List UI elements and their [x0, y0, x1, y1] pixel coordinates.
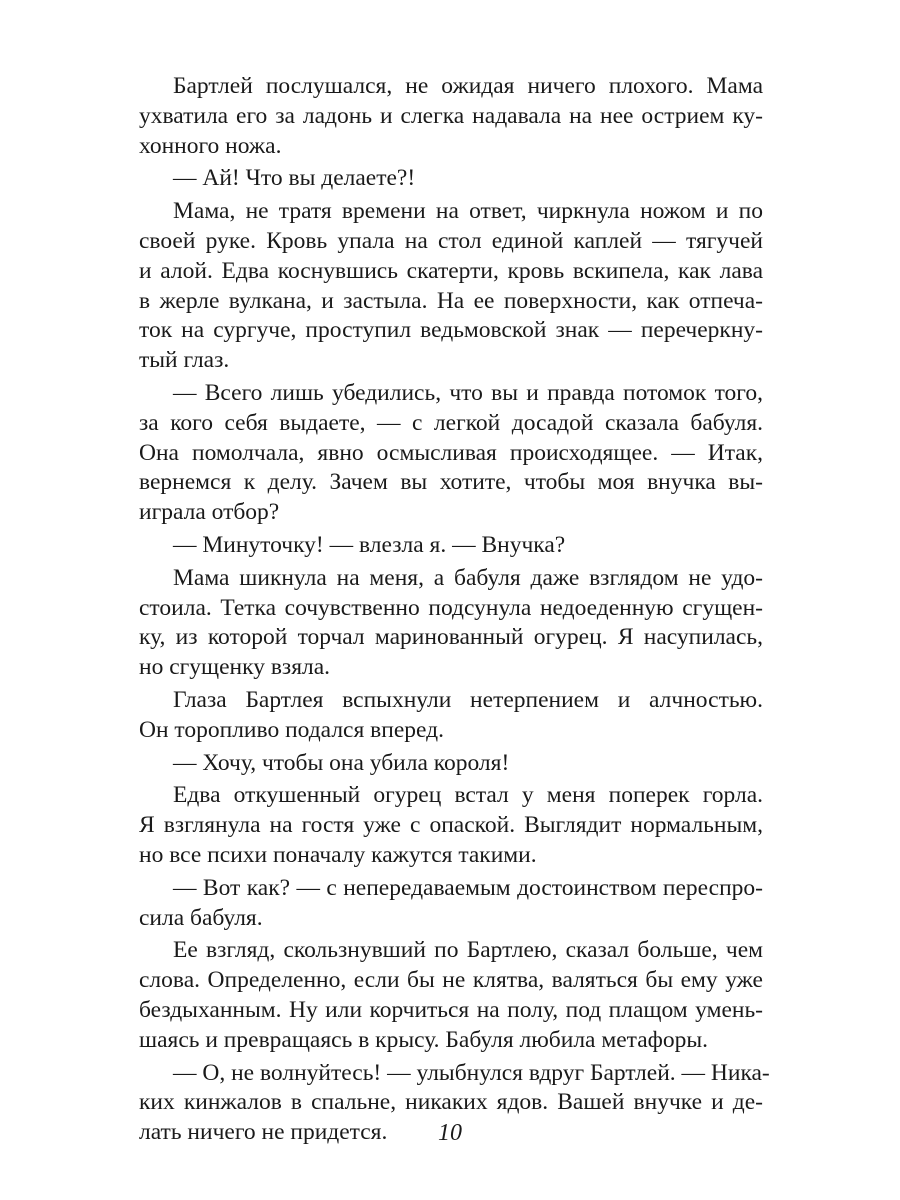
paragraph [139, 749, 763, 779]
text-line: слова. Определенно, если бы не клятва, валяться бы ему уже [139, 967, 763, 994]
text-line: и алой. Едва коснувшись скатерти, кровь вскипела, как лава [139, 257, 763, 284]
paragraph [139, 936, 763, 1055]
text-line: хонного ножа. [139, 132, 282, 159]
page-number: 10 [438, 1120, 462, 1146]
text-line: — Вот как? — с непередаваемым достоинством переспро- [173, 874, 763, 901]
text-line: Глаза Бартлея вспыхнули нетерпением и алчностью. [173, 686, 763, 713]
text-line: Едва откушенный огурец встал у меня поперек горла. [173, 782, 763, 809]
text-line: лать ничего не придется. [139, 1119, 388, 1146]
text-line: сила бабуля. [139, 904, 263, 931]
text-line: Мама шикнула на меня, а бабуля даже взглядом не удо- [173, 564, 763, 591]
text-line: играла отбор? [139, 499, 280, 526]
paragraph [139, 72, 763, 161]
text-line: Я взглянула на гостя уже с опаской. Выглядит нормальным, [139, 812, 763, 839]
text-line: Мама, не тратя времени на ответ, чиркнула ножом и по [173, 198, 763, 225]
text-line: Он торопливо подался вперед. [139, 716, 444, 743]
paragraph [139, 531, 763, 561]
text-line: ку, из которой торчал маринованный огурец. Я насупилась, [139, 624, 763, 651]
text-line: Ее взгляд, скользнувший по Бартлею, сказал больше, чем [173, 937, 763, 964]
text-line: ухватила его за ладонь и слегка надавала на нее острием ку- [139, 102, 763, 129]
text-line: в жерле вулкана, и застыла. На ее поверхности, как отпеча- [139, 287, 763, 314]
text-line: бездыханным. Ну или корчиться на полу, под плащом умень- [139, 996, 763, 1023]
text-line: — Ай! Что вы делаете?! [173, 165, 416, 192]
paragraph [139, 379, 763, 528]
text-line: — Минуточку! — влезла я. — Внучка? [173, 531, 566, 558]
text-line: вернемся к делу. Зачем вы хотите, чтобы моя внучка вы- [139, 469, 763, 496]
paragraph [139, 564, 763, 683]
text-line: ток на сургуче, проступил ведьмовской знак — перечеркну- [139, 317, 763, 344]
paragraph [139, 874, 763, 934]
text-line: за кого себя выдаете, — с легкой досадой сказала бабуля. [139, 409, 763, 436]
text-line: Она помолчала, явно осмысливая происходящее. — Итак, [139, 439, 763, 466]
text-line: ких кинжалов в спальне, никаких ядов. Вашей внучке и де- [139, 1089, 763, 1116]
paragraph [139, 197, 763, 376]
text-line: тый глаз. [139, 347, 230, 374]
paragraph [139, 164, 763, 194]
text-line: но все психи поначалу кажутся такими. [139, 841, 537, 868]
text-line: Бартлей послушался, не ожидая ничего плохого. Мама [173, 73, 763, 99]
text-line: шаясь и превращаясь в крысу. Бабуля любила метафоры. [139, 1026, 709, 1053]
paragraph [139, 686, 763, 746]
text-line: но сгущенку взяла. [139, 654, 331, 681]
text-line: — Всего лишь убедились, что вы и правда потомок того, [173, 379, 763, 406]
text-line: стоила. Тетка сочувственно подсунула недоеденную сгущен- [139, 594, 763, 621]
text-line: — О, не волнуйтесь! — улыбнулся вдруг Бартлей. — Ника- [173, 1059, 770, 1086]
text-line: — Хочу, чтобы она убила короля! [173, 749, 510, 776]
text-line: своей руке. Кровь упала на стол единой каплей — тягучей [139, 227, 763, 254]
body-text [139, 72, 770, 1148]
paragraph [139, 781, 763, 870]
